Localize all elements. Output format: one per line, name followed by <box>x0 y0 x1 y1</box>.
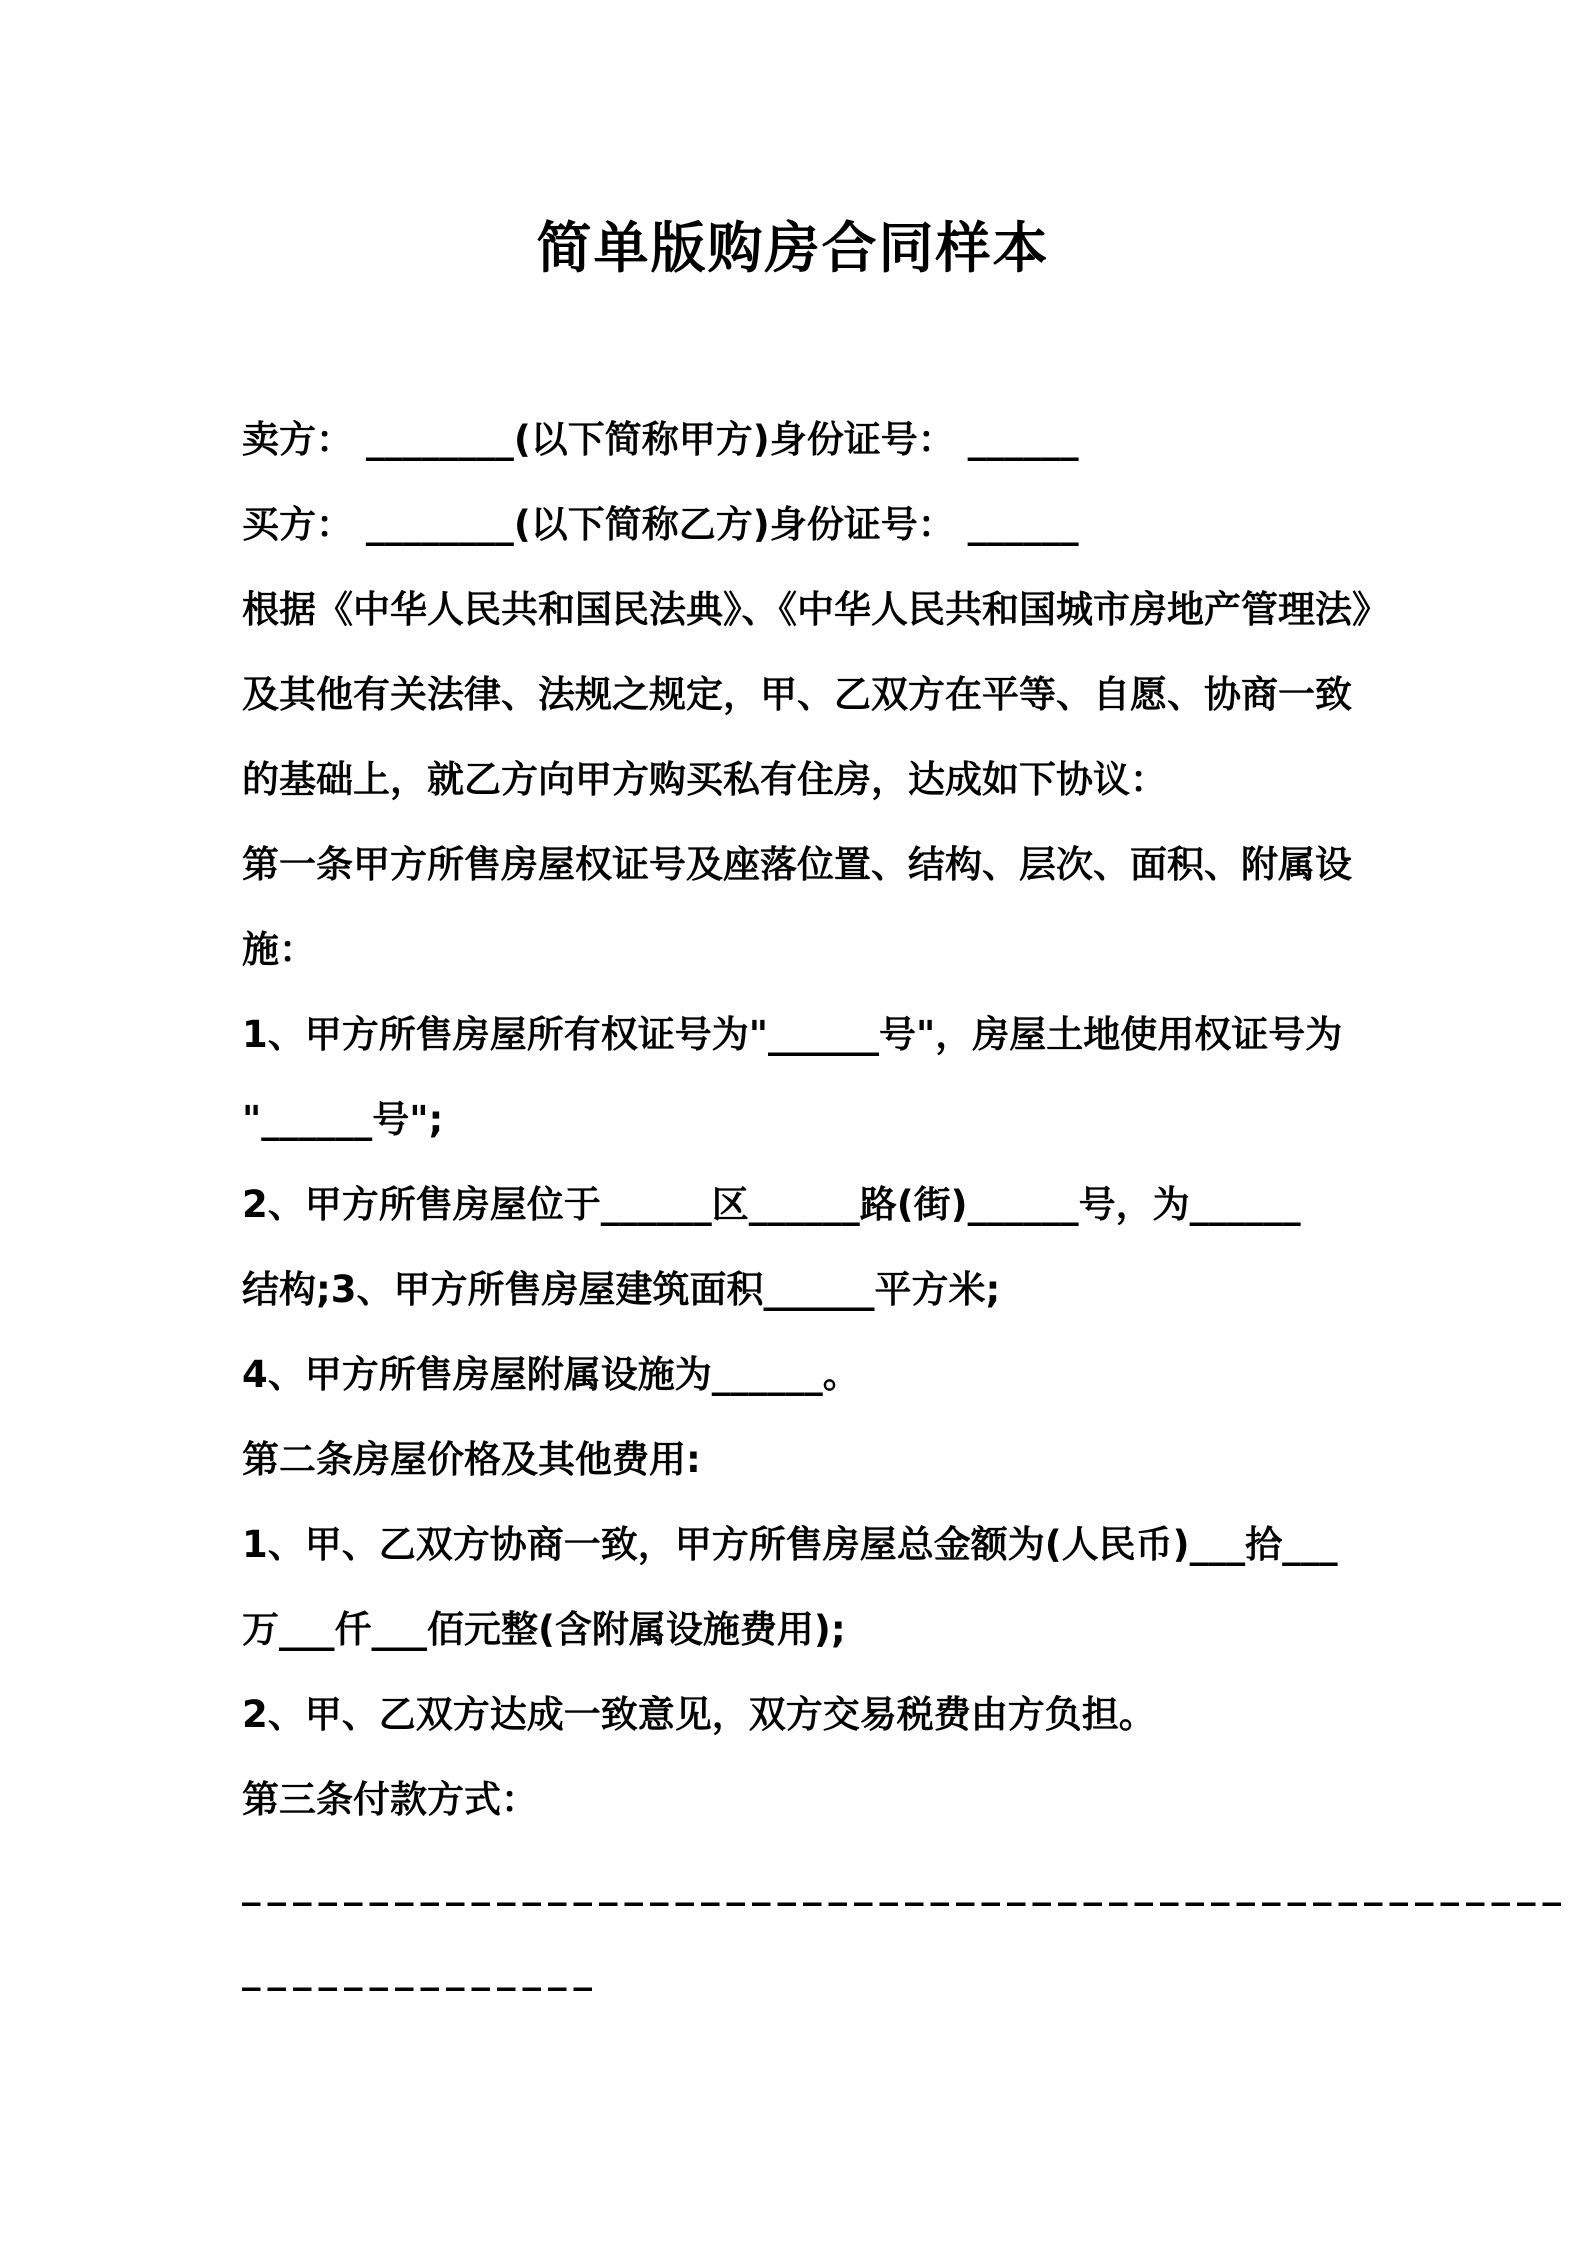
legal-basis-line-2: 及其他有关法律、法规之规定，甲、乙双方在平等、自愿、协商一致 <box>242 672 1352 716</box>
article-1-item-1-wrap: "______号"; <box>242 1097 444 1141</box>
document-body <box>0 397 1586 2012</box>
document-title: 简单版购房合同样本 <box>536 216 1050 280</box>
article-1-heading-wrap: 施： <box>242 927 316 971</box>
article-2-item-1: 1、甲、乙双方协商一致，甲方所售房屋总金额为(人民币)___拾___ <box>242 1522 1338 1566</box>
article-1-heading-line: 第一条甲方所售房屋权证号及座落位置、结构、层次、面积、附属设 <box>242 842 1352 886</box>
article-2-item-2: 2、甲、乙双方达成一致意见，双方交易税费由方负担。 <box>242 1692 1156 1736</box>
legal-basis-line-3: 的基础上，就乙方向甲方购买私有住房，达成如下协议： <box>242 757 1167 801</box>
blank-fill-line-short: ______________ <box>242 1947 599 1991</box>
article-2-item-1-wrap: 万___仟___佰元整(含附属设施费用); <box>242 1607 846 1651</box>
article-1-item-1: 1、甲方所售房屋所有权证号为"______号"，房屋土地使用权证号为 <box>242 1012 1343 1056</box>
legal-basis-line-1: 根据《中华人民共和国民法典》、《中华人民共和国城市房地产管理法》 <box>242 587 1389 631</box>
article-1-item-3: 结构;3、甲方所售房屋建筑面积______平方米; <box>242 1267 1001 1311</box>
seller-line: 卖方： ________(以下简称甲方)身份证号： ______ <box>242 417 1079 461</box>
buyer-line: 买方： ________(以下简称乙方)身份证号： ______ <box>242 502 1079 546</box>
article-3-heading: 第三条付款方式： <box>242 1777 538 1821</box>
blank-fill-line-long: ____________________________________________________ <box>242 1862 1568 1906</box>
article-2-heading: 第二条房屋价格及其他费用: <box>242 1437 701 1481</box>
article-1-item-4: 4、甲方所售房屋附属设施为______。 <box>242 1352 860 1396</box>
article-1-item-2: 2、甲方所售房屋位于______区______路(街)______号，为______ <box>242 1182 1301 1226</box>
